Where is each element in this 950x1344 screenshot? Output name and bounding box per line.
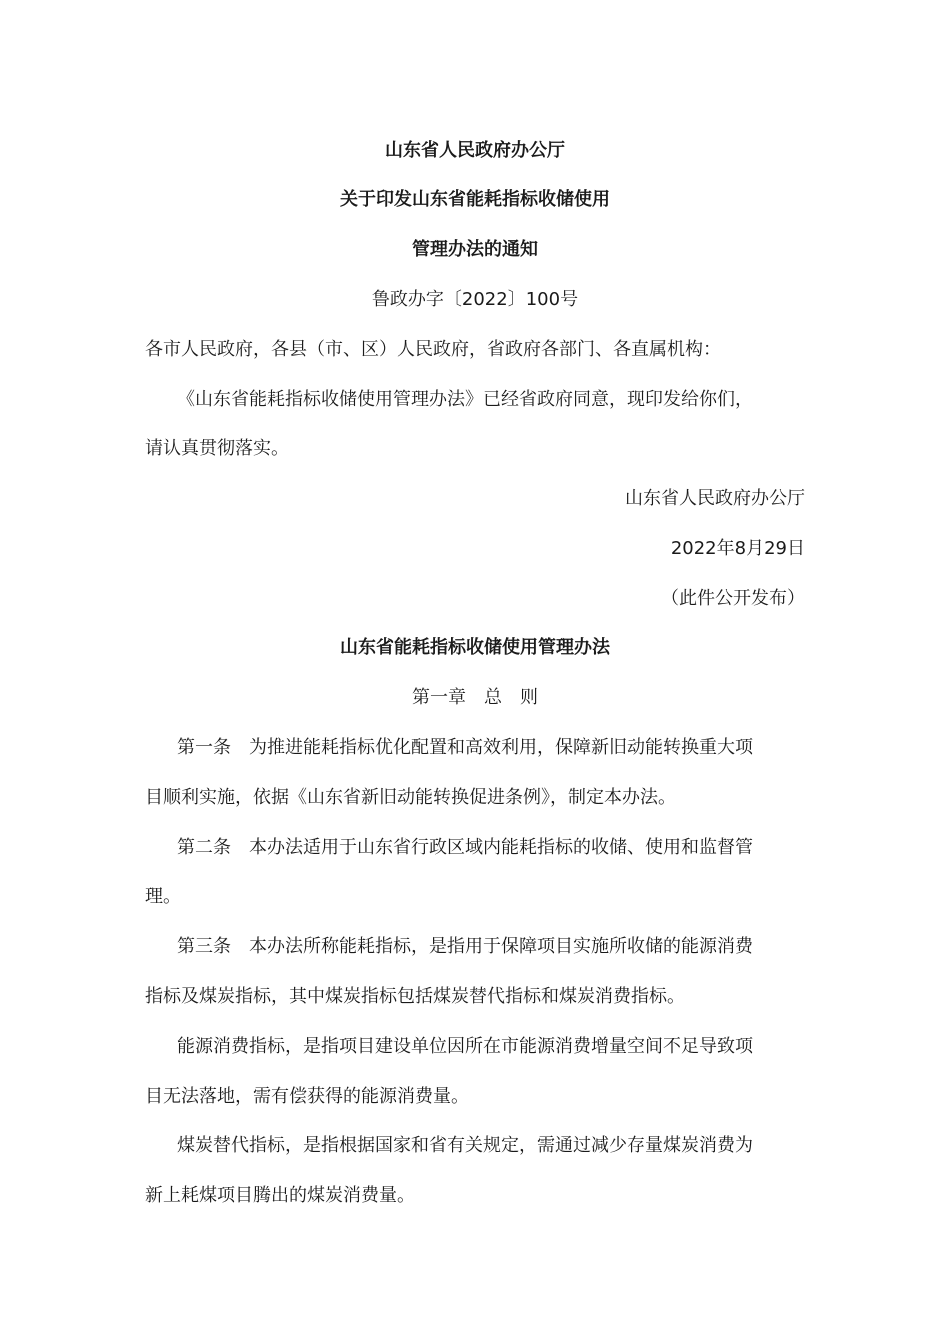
article-1-line2: 目顺利实施，依据《山东省新旧动能转换促进条例》，制定本办法。	[145, 787, 676, 808]
energy-indicator-line2: 目无法落地，需有偿获得的能源消费量。	[145, 1086, 469, 1107]
issuer-heading: 山东省人民政府办公厅	[385, 140, 565, 161]
article-2-line2: 理。	[145, 886, 181, 907]
measures-title: 山东省能耗指标收储使用管理办法	[340, 637, 610, 658]
publication-note: （此件公开发布）	[661, 588, 805, 609]
article-3-line1: 第三条 本办法所称能耗指标，是指用于保障项目实施所收储的能源消费	[177, 936, 753, 957]
article-3-line2: 指标及煤炭指标，其中煤炭指标包括煤炭替代指标和煤炭消费指标。	[145, 986, 685, 1007]
notice-title-line2: 管理办法的通知	[412, 239, 538, 260]
article-2-line1: 第二条 本办法适用于山东省行政区域内能耗指标的收储、使用和监督管	[177, 837, 753, 858]
issue-date: 2022年8月29日	[670, 538, 805, 559]
notice-body-line2: 请认真贯彻落实。	[145, 438, 289, 459]
coal-indicator-line2: 新上耗煤项目腾出的煤炭消费量。	[145, 1185, 415, 1206]
signature: 山东省人民政府办公厅	[625, 488, 805, 509]
coal-indicator-line1: 煤炭替代指标，是指根据国家和省有关规定，需通过减少存量煤炭消费为	[177, 1135, 753, 1156]
chapter-heading: 第一章 总 则	[412, 687, 538, 708]
addressee: 各市人民政府，各县（市、区）人民政府，省政府各部门、各直属机构：	[145, 339, 721, 360]
notice-title-line1: 关于印发山东省能耗指标收储使用	[340, 189, 610, 210]
energy-indicator-line1: 能源消费指标，是指项目建设单位因所在市能源消费增量空间不足导致项	[177, 1036, 753, 1057]
article-1-line1: 第一条 为推进能耗指标优化配置和高效利用，保障新旧动能转换重大项	[177, 737, 753, 758]
document-number: 鲁政办字〔2022〕100号	[371, 289, 579, 310]
notice-body-line1: 《山东省能耗指标收储使用管理办法》已经省政府同意，现印发给你们，	[177, 389, 753, 410]
